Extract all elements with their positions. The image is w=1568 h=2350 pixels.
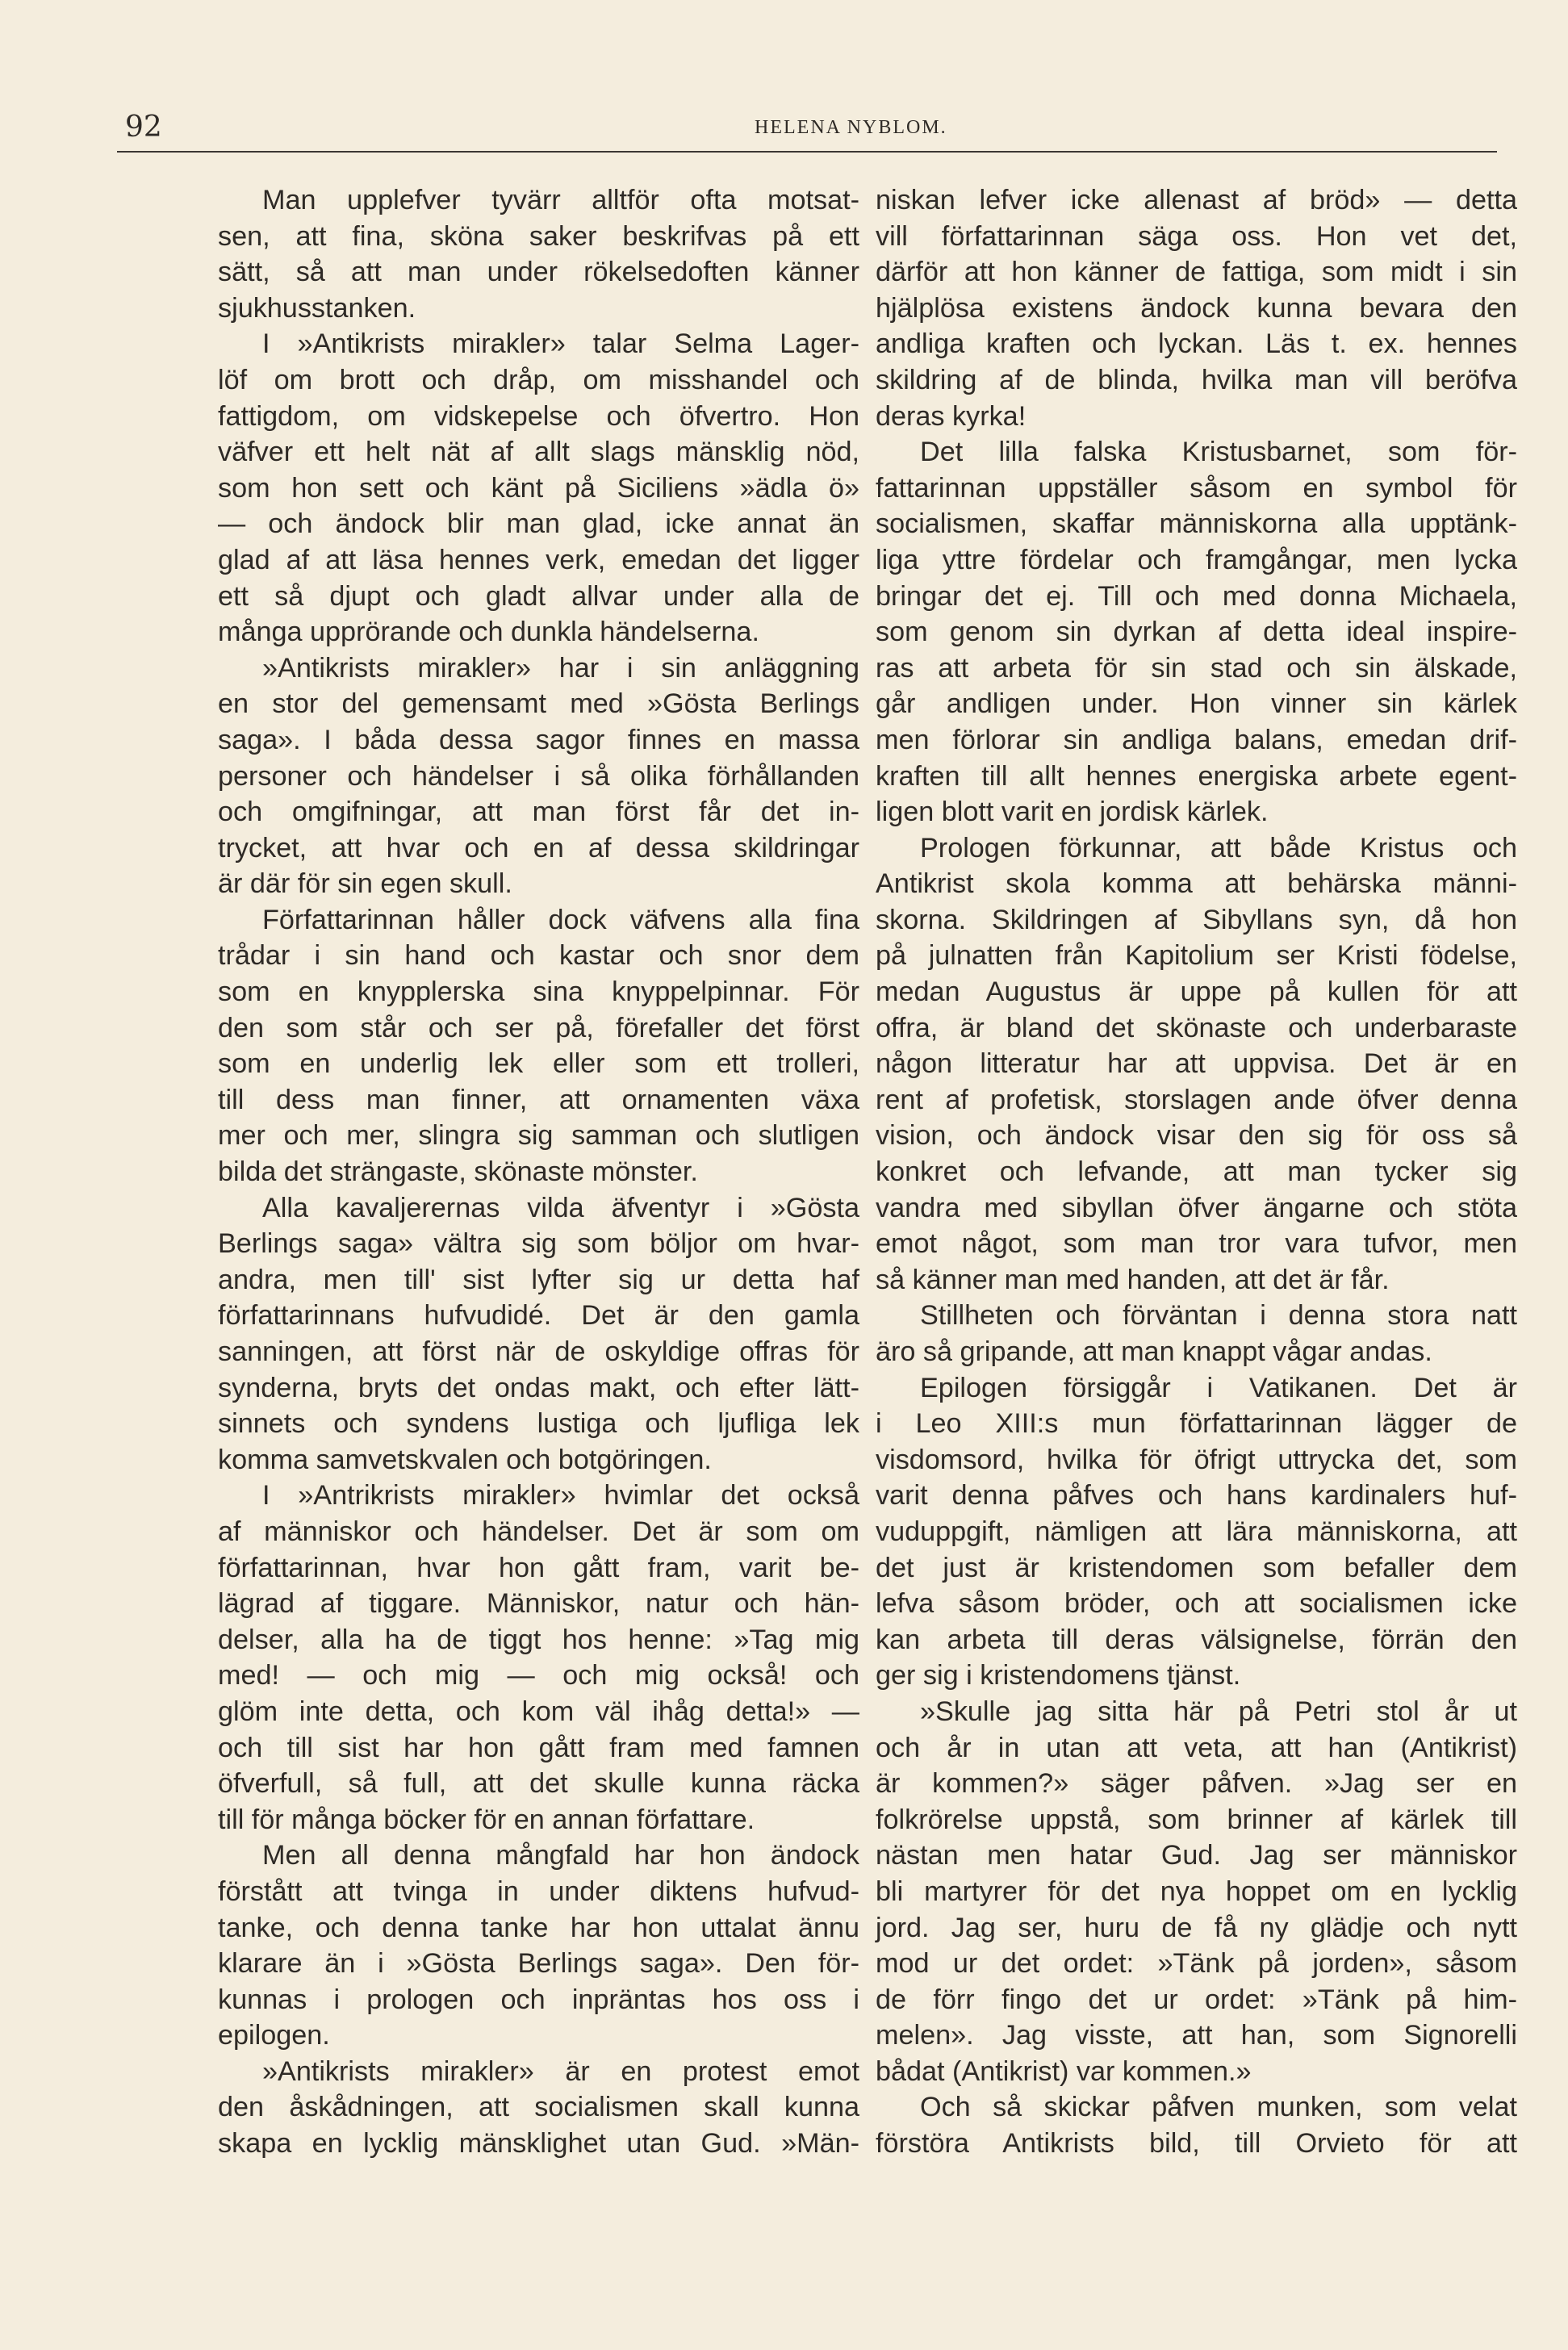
text-line: bringar det ej. Till och med donna Michaela, [876, 580, 1517, 612]
text-line: som en knypplerska sina knyppelpinnar. För [218, 976, 859, 1008]
text-line: som en underlig lek eller som ett trolleri, [218, 1048, 859, 1080]
text-line: bådat (Antikrist) var kommen.» [876, 2055, 1252, 2087]
text-line: förstöra Antikrists bild, till Orvieto för att [876, 2128, 1517, 2160]
text-line: varit denna påfves och hans kardinalers huf- [876, 1480, 1517, 1512]
text-line: därför att hon känner de fattiga, som midt i sin [876, 257, 1517, 288]
text-line: hjälplösa existens ändock kunna bevara den [876, 292, 1517, 324]
text-line: Epilogen försiggår i Vatikanen. Det är [920, 1372, 1517, 1403]
text-line: författarinnans hufvudidé. Det är den gamla [218, 1300, 859, 1332]
text-line: vandra med sibyllan öfver ängarne och stöta [876, 1192, 1517, 1223]
text-line: konkret och lefvande, att man tycker sig [876, 1156, 1517, 1188]
text-line: delser, alla ha de tiggt hos henne: »Tag mig [218, 1624, 859, 1655]
text-line: saga». I båda dessa sagor finnes en massa [218, 724, 859, 755]
text-line: skapa en lycklig mänsklighet utan Gud. »Män- [218, 2128, 859, 2160]
text-line: bilda det strängaste, skönaste mönster. [218, 1156, 698, 1188]
text-line: skildring af de blinda, hvilka man vill beröfva [876, 364, 1517, 395]
text-line: folkrörelse uppstå, som brinner af kärlek till [876, 1804, 1517, 1835]
text-line: trycket, att hvar och en af dessa skildringar [218, 832, 859, 863]
text-line: löf om brott och dråp, om misshandel och [218, 364, 859, 395]
page-number: 92 [125, 111, 162, 144]
text-line: personer och händelser i så olika förhållanden [218, 760, 859, 792]
text-line: klarare än i »Gösta Berlings saga». Den för- [218, 1948, 859, 1980]
text-line: till dess man finner, att ornamenten växa [218, 1084, 859, 1115]
text-line: kraften till allt hennes energiska arbete egent- [876, 760, 1517, 792]
text-line: det just är kristendomen som befaller dem [876, 1552, 1517, 1583]
text-line: väfver ett helt nät af allt slags mänsklig nöd, [218, 437, 859, 468]
text-line: glöm inte detta, och kom väl ihåg detta!» — [218, 1696, 859, 1727]
text-line: går andligen under. Hon vinner sin kärlek [876, 688, 1517, 720]
text-line: I »Antrikrists mirakler» hvimlar det också [262, 1480, 859, 1512]
text-line: och år in utan att veta, att han (Antikrist) [876, 1732, 1517, 1763]
text-line: epilogen. [218, 2020, 330, 2051]
text-line: nästan men hatar Gud. Jag ser människor [876, 1840, 1517, 1871]
text-line: fattarinnan uppställer såsom en symbol för [876, 472, 1517, 504]
text-line: Man upplefver tyvärr alltför ofta motsat- [262, 185, 859, 215]
text-line: vill författarinnan säga oss. Hon vet det, [876, 220, 1517, 252]
text-line: är kommen?» säger påfven. »Jag ser en [876, 1768, 1517, 1800]
text-line: Antikrist skola komma att behärska männi- [876, 868, 1517, 900]
text-line: Och så skickar påfven munken, som velat [920, 2092, 1517, 2123]
right-text-column [876, 182, 1517, 2162]
text-line: »Skulle jag sitta här på Petri stol år ut [920, 1696, 1517, 1727]
text-line: öfverfull, så full, att det skulle kunna räcka [218, 1768, 859, 1800]
text-line: och omgifningar, att man först får det in- [218, 797, 859, 828]
text-line: bli martyrer för det nya hoppet om en lycklig [876, 1875, 1517, 1907]
text-line: af människor och händelser. Det är som om [218, 1516, 859, 1547]
text-line: Stillheten och förväntan i denna stora natt [920, 1300, 1517, 1332]
text-line: en stor del gemensamt med »Gösta Berlings [218, 688, 859, 720]
text-line: medan Augustus är uppe på kullen för att [876, 976, 1517, 1008]
text-line: synderna, bryts det ondas makt, och efter lätt- [218, 1372, 859, 1403]
text-line: så känner man med handen, att det är får. [876, 1264, 1390, 1295]
text-line: andliga kraften och lyckan. Läs t. ex. hennes [876, 328, 1517, 360]
text-line: lägrad af tiggare. Människor, natur och hän- [218, 1588, 859, 1620]
page-header [117, 111, 1497, 153]
text-line: författarinnan, hvar hon gått fram, varit be- [218, 1552, 859, 1583]
text-line: andra, men till' sist lyfter sig ur detta haf [218, 1264, 859, 1295]
text-line: glad af att läsa hennes verk, emedan det ligger [218, 544, 859, 575]
text-line: trådar i sin hand och kastar och snor dem [218, 940, 859, 972]
text-line: den som står och ser på, förefaller det först [218, 1012, 859, 1043]
text-line: mod ur det ordet: »Tänk på jorden», såsom [876, 1948, 1517, 1980]
text-line: förstått att tvinga in under diktens hufvud- [218, 1875, 859, 1907]
running-head: HELENA NYBLOM. [755, 117, 947, 138]
text-line: offra, är bland det skönaste och underbaraste [876, 1012, 1517, 1043]
text-line: niskan lefver icke allenast af bröd» — detta [876, 185, 1517, 215]
text-line: som hon sett och känt på Siciliens »ädla ö» [218, 472, 859, 504]
text-line: vision, och ändock visar den sig för oss så [876, 1120, 1517, 1152]
text-line: lefva såsom bröder, och att socialismen icke [876, 1588, 1517, 1620]
text-line: sätt, så att man under rökelsedoften känner [218, 257, 859, 288]
text-line: ras att arbeta för sin stad och sin älskade, [876, 652, 1517, 684]
text-line: komma samvetskvalen och botgöringen. [218, 1444, 712, 1475]
text-line: Berlings saga» vältra sig som böljor om hvar- [218, 1228, 859, 1260]
text-line: jord. Jag ser, huru de få ny glädje och nytt [876, 1912, 1517, 1943]
text-line: — och ändock blir man glad, icke annat än [218, 508, 859, 540]
text-line: »Antikrists mirakler» har i sin anläggning [262, 652, 859, 684]
text-line: med! — och mig — och mig också! och [218, 1660, 859, 1691]
text-line: många upprörande och dunkla händelserna. [218, 617, 759, 648]
text-line: är där för sin egen skull. [218, 868, 512, 900]
text-line: Men all denna mångfald har hon ändock [262, 1840, 859, 1871]
text-line: vuduppgift, nämligen att lära människorna, att [876, 1516, 1517, 1547]
text-line: Alla kavaljerernas vilda äfventyr i »Gösta [262, 1192, 859, 1223]
text-line: kunnas i prologen och inpräntas hos oss i [218, 1984, 859, 2015]
text-line: Författarinnan håller dock väfvens alla fina [262, 904, 859, 935]
text-line: till för många böcker för en annan författare. [218, 1804, 755, 1835]
left-text-column [218, 182, 859, 2162]
text-line: Prologen förkunnar, att både Kristus och [920, 832, 1517, 863]
text-line: sinnets och syndens lustiga och ljufliga lek [218, 1408, 859, 1440]
text-line: I »Antikrists mirakler» talar Selma Lager- [262, 328, 859, 360]
text-line: på julnatten från Kapitolium ser Kristi födelse, [876, 940, 1517, 972]
text-line: äro så gripande, att man knappt vågar andas. [876, 1336, 1432, 1367]
text-line: som genom sin dyrkan af detta ideal inspire- [876, 617, 1517, 648]
text-line: rent af profetisk, storslagen ande öfver denna [876, 1084, 1517, 1115]
text-line: sen, att fina, sköna saker beskrifvas på ett [218, 220, 859, 252]
text-line: visdomsord, hvilka för öfrigt uttrycka det, som [876, 1444, 1517, 1475]
text-line: emot något, som man tror vara tufvor, men [876, 1228, 1517, 1260]
text-line: sjukhusstanken. [218, 292, 416, 324]
text-line: sanningen, att först när de oskyldige offras för [218, 1336, 859, 1367]
text-line: mer och mer, slingra sig samman och slutligen [218, 1120, 859, 1152]
text-line: Det lilla falska Kristusbarnet, som för- [920, 437, 1517, 468]
text-line: de förr fingo det ur ordet: »Tänk på him- [876, 1984, 1517, 2015]
text-line: »Antikrists mirakler» är en protest emot [262, 2055, 859, 2087]
text-line: fattigdom, om vidskepelse och öfvertro. Hon [218, 400, 859, 432]
text-line: och till sist har hon gått fram med famnen [218, 1732, 859, 1763]
text-line: liga yttre fördelar och framgångar, men lycka [876, 544, 1517, 575]
text-line: deras kyrka! [876, 400, 1027, 432]
text-line: skorna. Skildringen af Sibyllans syn, då hon [876, 904, 1517, 935]
text-line: någon litteratur har att uppvisa. Det är en [876, 1048, 1517, 1080]
text-line: kan arbeta till deras välsignelse, förrän den [876, 1624, 1517, 1655]
text-line: ger sig i kristendomens tjänst. [876, 1660, 1241, 1691]
text-line: tanke, och denna tanke har hon uttalat ännu [218, 1912, 859, 1943]
text-line: ligen blott varit en jordisk kärlek. [876, 797, 1269, 828]
text-line: i Leo XIII:s mun författarinnan lägger de [876, 1408, 1517, 1440]
text-line: men förlorar sin andliga balans, emedan drif- [876, 724, 1517, 755]
text-line: ett så djupt och gladt allvar under alla de [218, 580, 859, 612]
text-line: melen». Jag visste, att han, som Signorelli [876, 2020, 1517, 2051]
text-line: socialismen, skaffar människorna alla upptänk- [876, 508, 1517, 540]
text-line: den åskådningen, att socialismen skall kunna [218, 2092, 859, 2123]
